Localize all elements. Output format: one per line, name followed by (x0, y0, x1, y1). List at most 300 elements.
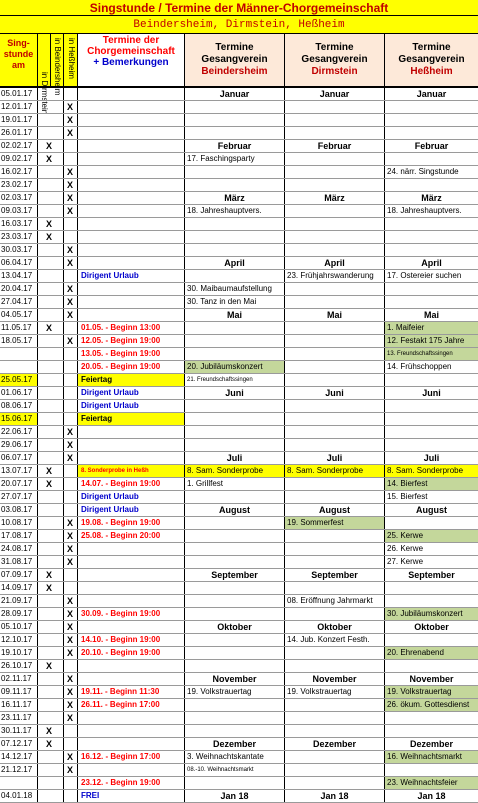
table-row (0, 504, 478, 517)
mark-cell-dirmstein-beindersheim (38, 335, 64, 347)
table-row (0, 790, 478, 803)
chor-cell (78, 673, 185, 685)
event-cell-b1 (185, 608, 285, 620)
chor-cell: Dirigent Urlaub (78, 387, 185, 399)
table-row (0, 192, 478, 205)
event-cell-b3: 8. Sam. Sonderprobe (385, 465, 478, 477)
mark-cell-hessheim (64, 296, 78, 308)
event-cell-b1 (185, 530, 285, 542)
mark-x: X (67, 427, 74, 437)
mark-x: X (67, 297, 74, 307)
event-cell-b1 (185, 582, 285, 594)
table-row (0, 491, 478, 504)
event-cell-b1 (185, 439, 285, 451)
event-cell-b2 (285, 699, 385, 711)
mark-x: X (46, 141, 53, 151)
table-row (0, 699, 478, 712)
event-cell-b1 (185, 166, 285, 178)
header-singstunde (0, 34, 38, 88)
mark-x: X (67, 635, 74, 645)
table-row (0, 153, 478, 166)
chor-cell: 8. Sonderprobe in Heßh (78, 465, 185, 477)
date-cell: 04.05.17 (0, 309, 38, 321)
event-cell-b3 (385, 426, 478, 438)
mark-x: X (67, 518, 74, 528)
mark-cell-dirmstein-beindersheim (38, 361, 64, 373)
mark-x: X (67, 310, 74, 320)
event-cell-b2 (285, 660, 385, 672)
date-cell: 30.11.17 (0, 725, 38, 737)
mark-x: X (67, 128, 74, 138)
event-cell-b2 (285, 777, 385, 789)
mark-cell-dirmstein-beindersheim (38, 452, 64, 464)
mark-cell-dirmstein-beindersheim (38, 569, 64, 581)
date-cell: 11.05.17 (0, 322, 38, 334)
month-header-cell: Dezember (285, 738, 385, 750)
event-cell-b2 (285, 127, 385, 139)
event-cell-b3 (385, 764, 478, 776)
chor-cell (78, 712, 185, 724)
event-cell-b3: 30. Jubiläumskonzert (385, 608, 478, 620)
date-cell: 09.11.17 (0, 686, 38, 698)
chor-cell: Dirigent Urlaub (78, 504, 185, 516)
date-cell (0, 777, 38, 789)
mark-cell-hessheim (64, 374, 78, 386)
chor-cell: 13.05. - Beginn 19:00 (78, 348, 185, 360)
mark-cell-hessheim (64, 452, 78, 464)
event-cell-b3: 13. Freundschaftssingen (385, 348, 478, 360)
event-cell-b3: 19. Volkstrauertag (385, 686, 478, 698)
event-cell-b1: 18. Jahreshauptvers. (185, 205, 285, 217)
date-cell: 02.11.17 (0, 673, 38, 685)
month-header-cell: Januar (285, 88, 385, 100)
header-dirmstein-label: Termine Gesangverein (301, 42, 368, 65)
table-row (0, 764, 478, 777)
month-header-cell: Februar (414, 141, 449, 151)
month-header-cell: März (185, 192, 285, 204)
event-cell-b1 (185, 127, 285, 139)
table-row (0, 530, 478, 543)
table-row (0, 608, 478, 621)
month-header-cell: November (285, 673, 385, 685)
event-cell-b2 (285, 556, 385, 568)
month-header-cell: Dezember (185, 738, 285, 750)
date-cell: 30.03.17 (0, 244, 38, 256)
mark-cell-hessheim (64, 426, 78, 438)
mark-cell-hessheim (64, 348, 78, 360)
event-cell-b1: 08.-10. Weihnachtsmarkt (185, 764, 285, 776)
event-cell-b3 (385, 725, 478, 737)
chor-cell (78, 218, 185, 230)
date-cell: 21.09.17 (0, 595, 38, 607)
date-cell: 14.12.17 (0, 751, 38, 763)
mark-cell-dirmstein-beindersheim (38, 777, 64, 789)
date-cell: 04.01.18 (0, 790, 38, 802)
date-cell: 20.07.17 (0, 478, 38, 490)
mark-cell-dirmstein-beindersheim (38, 686, 64, 698)
event-cell-b2 (285, 751, 385, 763)
chor-cell (78, 283, 185, 295)
header-beindersheim (185, 34, 285, 88)
month-header-cell: Juli (185, 452, 285, 464)
date-cell: 19.01.17 (0, 114, 38, 126)
event-cell-b3: 23. Weihnachtsfeier (385, 777, 478, 789)
table-row (0, 725, 478, 738)
mark-cell-dirmstein-beindersheim (38, 543, 64, 555)
event-cell-b1 (185, 322, 285, 334)
event-cell-b2 (285, 725, 385, 737)
event-cell-b3: 1. Maifeier (385, 322, 478, 334)
mark-cell-dirmstein-beindersheim (38, 101, 64, 113)
table-row (0, 387, 478, 400)
month-header-cell: September (185, 569, 285, 581)
mark-cell-dirmstein-beindersheim (38, 179, 64, 191)
chor-cell (78, 725, 185, 737)
table-row (0, 140, 478, 153)
mark-x: X (67, 596, 74, 606)
date-cell: 08.06.17 (0, 400, 38, 412)
month-header-cell: November (409, 674, 454, 684)
month-header-cell: April (421, 258, 442, 268)
mark-x: X (67, 700, 74, 710)
mark-cell-hessheim (64, 699, 78, 711)
event-cell-b1: 19. Volkstrauertag (185, 686, 285, 698)
event-cell-b2 (285, 400, 385, 412)
chor-cell: 30.09. - Beginn 19:00 (78, 608, 185, 620)
event-cell-b2 (285, 153, 385, 165)
event-cell-b3: 15. Bierfest (387, 492, 428, 501)
table-row (0, 322, 478, 335)
month-header-cell: Juni (422, 388, 441, 398)
chor-cell (78, 205, 185, 217)
chor-cell: 23.12. - Beginn 19:00 (78, 777, 185, 789)
event-cell-b1 (185, 634, 285, 646)
event-cell-b1 (185, 699, 285, 711)
table-row (0, 335, 478, 348)
table-row (0, 738, 478, 751)
event-cell-b1 (185, 543, 285, 555)
date-cell: 03.08.17 (0, 504, 38, 516)
event-cell-b2 (285, 283, 385, 295)
event-cell-b3 (385, 660, 478, 672)
mark-cell-dirmstein-beindersheim (38, 270, 64, 282)
event-cell-b2 (285, 205, 385, 217)
event-cell-b3 (385, 413, 478, 425)
event-cell-b3 (385, 712, 478, 724)
event-cell-b1 (185, 335, 285, 347)
mark-cell-dirmstein-beindersheim (38, 140, 64, 152)
chor-cell (78, 452, 185, 464)
date-cell: 23.11.17 (0, 712, 38, 724)
mark-cell-dirmstein-beindersheim (38, 374, 64, 386)
mark-x: X (67, 752, 74, 762)
table-row (0, 751, 478, 764)
chor-cell: 20.10. - Beginn 19:00 (78, 647, 185, 659)
month-header-cell: Oktober (414, 622, 449, 632)
event-cell-b1 (185, 660, 285, 672)
mark-x: X (46, 583, 53, 593)
mark-cell-hessheim (64, 790, 78, 802)
mark-cell-hessheim (64, 387, 78, 399)
mark-x: X (67, 531, 74, 541)
chor-cell: 26.11. - Beginn 17:00 (78, 699, 185, 711)
month-header-cell: September (285, 569, 385, 581)
date-cell: 12.10.17 (0, 634, 38, 646)
month-header-cell: Januar (185, 88, 285, 100)
date-cell: 23.03.17 (0, 231, 38, 243)
chor-cell: 12.05. - Beginn 19:00 (78, 335, 185, 347)
event-cell-b2 (285, 712, 385, 724)
mark-cell-hessheim (64, 582, 78, 594)
month-header-cell: Juli (285, 452, 385, 464)
event-cell-b2 (285, 218, 385, 230)
event-cell-b3: 17. Ostereier suchen (387, 271, 462, 280)
event-cell-b2 (285, 179, 385, 191)
date-cell: 19.10.17 (0, 647, 38, 659)
event-cell-b1 (185, 101, 285, 113)
date-cell: 27.04.17 (0, 296, 38, 308)
header-in-dirmstein-label: in Dirmstein (40, 72, 49, 115)
event-cell-b2 (285, 582, 385, 594)
mark-cell-dirmstein-beindersheim (38, 556, 64, 568)
mark-cell-dirmstein-beindersheim (38, 582, 64, 594)
date-cell: 02.02.17 (0, 140, 38, 152)
mark-x: X (46, 466, 53, 476)
event-cell-b3 (385, 231, 478, 243)
month-header-cell: Oktober (285, 621, 385, 633)
mark-x: X (67, 622, 74, 632)
chor-cell (78, 296, 185, 308)
mark-cell-dirmstein-beindersheim (38, 660, 64, 672)
chor-cell: 25.08. - Beginn 20:00 (78, 530, 185, 542)
event-cell-b3 (385, 101, 478, 113)
event-cell-b2 (285, 530, 385, 542)
event-cell-b1 (185, 556, 285, 568)
mark-x: X (67, 167, 74, 177)
chor-cell (78, 556, 185, 568)
chor-cell: 19.08. - Beginn 19:00 (78, 517, 185, 529)
table-row (0, 517, 478, 530)
event-cell-b3: 18. Jahreshauptvers. (387, 206, 462, 215)
event-cell-b1: 30. Tanz in den Mai (185, 296, 285, 308)
chor-cell: 14.07. - Beginn 19:00 (78, 478, 185, 490)
table-row (0, 166, 478, 179)
event-cell-b3 (385, 218, 478, 230)
mark-cell-hessheim (64, 764, 78, 776)
event-cell-b3: 26. Kerwe (387, 544, 424, 553)
header-chorgemeinschaft-title: Termine der Chorgemeinschaft (87, 35, 175, 57)
mark-cell-hessheim (64, 270, 78, 282)
header-hessheim-place: Heßheim (410, 66, 453, 77)
table-row (0, 452, 478, 465)
mark-cell-dirmstein-beindersheim (38, 400, 64, 412)
mark-cell-dirmstein-beindersheim (38, 426, 64, 438)
table-row (0, 296, 478, 309)
event-cell-b2 (285, 361, 385, 373)
chor-cell (78, 543, 185, 555)
event-cell-b1 (185, 114, 285, 126)
event-cell-b3 (385, 595, 478, 607)
table-row (0, 400, 478, 413)
event-cell-b1 (185, 270, 285, 282)
mark-cell-dirmstein-beindersheim (38, 517, 64, 529)
mark-x: X (46, 323, 53, 333)
event-cell-b3 (385, 517, 478, 529)
month-header-cell: Juni (185, 387, 285, 399)
mark-cell-hessheim (64, 309, 78, 321)
event-cell-b1: 17. Faschingsparty (185, 153, 285, 165)
date-cell: 07.12.17 (0, 738, 38, 750)
table-row (0, 374, 478, 387)
event-cell-b2 (285, 491, 385, 503)
mark-cell-hessheim (64, 439, 78, 451)
event-cell-b1 (185, 179, 285, 191)
mark-cell-hessheim (64, 231, 78, 243)
chor-cell (78, 660, 185, 672)
mark-x: X (67, 765, 74, 775)
mark-x: X (46, 479, 53, 489)
mark-cell-hessheim (64, 647, 78, 659)
table-row (0, 569, 478, 582)
table-row (0, 582, 478, 595)
mark-cell-dirmstein-beindersheim (38, 751, 64, 763)
mark-x: X (46, 232, 53, 242)
event-cell-b2: 14. Jub. Konzert Festh. (285, 634, 385, 646)
chor-cell (78, 309, 185, 321)
mark-cell-hessheim (64, 244, 78, 256)
event-cell-b3 (385, 179, 478, 191)
date-cell: 17.08.17 (0, 530, 38, 542)
mark-x: X (67, 245, 74, 255)
table-row (0, 712, 478, 725)
mark-x: X (46, 219, 53, 229)
event-cell-b3 (385, 582, 478, 594)
chor-cell (78, 582, 185, 594)
mark-x: X (67, 674, 74, 684)
event-cell-b1 (185, 218, 285, 230)
mark-cell-hessheim (64, 140, 78, 152)
event-cell-b1 (185, 231, 285, 243)
header-in-dirmstein (38, 34, 51, 115)
chor-cell: 19.11. - Beginn 11:30 (78, 686, 185, 698)
month-header-cell: März (421, 193, 442, 203)
chor-cell: 20.05. - Beginn 19:00 (78, 361, 185, 373)
mark-cell-hessheim (64, 127, 78, 139)
mark-x: X (67, 193, 74, 203)
event-cell-b3 (385, 283, 478, 295)
mark-cell-hessheim (64, 257, 78, 269)
mark-cell-hessheim (64, 569, 78, 581)
month-header-cell: August (285, 504, 385, 516)
chor-cell (78, 231, 185, 243)
mark-cell-hessheim (64, 166, 78, 178)
table-row (0, 361, 478, 374)
mark-cell-hessheim (64, 660, 78, 672)
chor-cell (78, 166, 185, 178)
chor-cell: 14.10. - Beginn 19:00 (78, 634, 185, 646)
event-cell-b2 (285, 543, 385, 555)
event-cell-b1: 30. Maibaumaufstellung (185, 283, 285, 295)
event-cell-b3 (385, 114, 478, 126)
table-row (0, 88, 478, 101)
table-row (0, 621, 478, 634)
table-row (0, 686, 478, 699)
chor-cell: 01.05. - Beginn 13:00 (78, 322, 185, 334)
table-row (0, 556, 478, 569)
mark-x: X (67, 206, 74, 216)
event-cell-b3: 24. närr. Singstunde (387, 167, 459, 176)
mark-cell-dirmstein-beindersheim (38, 608, 64, 620)
month-header-cell: Mai (423, 310, 439, 320)
event-cell-b3: 12. Festakt 175 Jahre (385, 335, 478, 347)
chor-cell: Feiertag (78, 374, 185, 386)
header-hessheim (385, 34, 478, 88)
date-cell: 09.02.17 (0, 153, 38, 165)
event-cell-b3: 14. Frühschoppen (387, 362, 452, 371)
mark-cell-hessheim (64, 621, 78, 633)
mark-cell-hessheim (64, 192, 78, 204)
mark-x: X (67, 453, 74, 463)
mark-cell-dirmstein-beindersheim (38, 127, 64, 139)
mark-x: X (46, 661, 53, 671)
event-cell-b2: 08. Eröffnung Jahrmarkt (285, 595, 385, 607)
table-row (0, 114, 478, 127)
date-cell: 13.07.17 (0, 465, 38, 477)
chor-cell (78, 764, 185, 776)
event-cell-b1 (185, 244, 285, 256)
mark-cell-hessheim (64, 101, 78, 113)
mark-cell-dirmstein-beindersheim (38, 621, 64, 633)
event-cell-b1 (185, 348, 285, 360)
mark-cell-dirmstein-beindersheim (38, 114, 64, 126)
event-cell-b1: 3. Weihnachtskantate (185, 751, 285, 763)
table-row (0, 660, 478, 673)
month-header-cell: April (285, 257, 385, 269)
month-header-cell: April (185, 257, 285, 269)
event-cell-b3 (385, 127, 478, 139)
mark-x: X (67, 544, 74, 554)
table-row (0, 231, 478, 244)
mark-x: X (67, 557, 74, 567)
mark-cell-dirmstein-beindersheim (38, 231, 64, 243)
table-row (0, 543, 478, 556)
date-cell: 24.08.17 (0, 543, 38, 555)
event-cell-b1 (185, 712, 285, 724)
table-row (0, 647, 478, 660)
event-cell-b3: 26. ökum. Gottesdienst (385, 699, 478, 711)
mark-cell-dirmstein-beindersheim (38, 647, 64, 659)
date-cell: 20.04.17 (0, 283, 38, 295)
mark-x: X (46, 570, 53, 580)
mark-cell-hessheim (64, 725, 78, 737)
chor-cell: FREI (78, 790, 185, 802)
table-row (0, 348, 478, 361)
header-chorgemeinschaft-note: + Bemerkungen (93, 57, 169, 68)
month-header-cell: Oktober (185, 621, 285, 633)
date-cell: 06.04.17 (0, 257, 38, 269)
mark-x: X (67, 180, 74, 190)
event-cell-b2 (285, 413, 385, 425)
month-header-cell: Mai (185, 309, 285, 321)
mark-x: X (67, 258, 74, 268)
mark-cell-dirmstein-beindersheim (38, 634, 64, 646)
table-row (0, 205, 478, 218)
date-cell: 15.06.17 (0, 413, 38, 425)
chor-cell (78, 88, 185, 100)
event-cell-b2 (285, 608, 385, 620)
page-title: Singstunde / Termine der Männer-Chorgemeinschaft (0, 0, 478, 16)
date-cell: 16.03.17 (0, 218, 38, 230)
